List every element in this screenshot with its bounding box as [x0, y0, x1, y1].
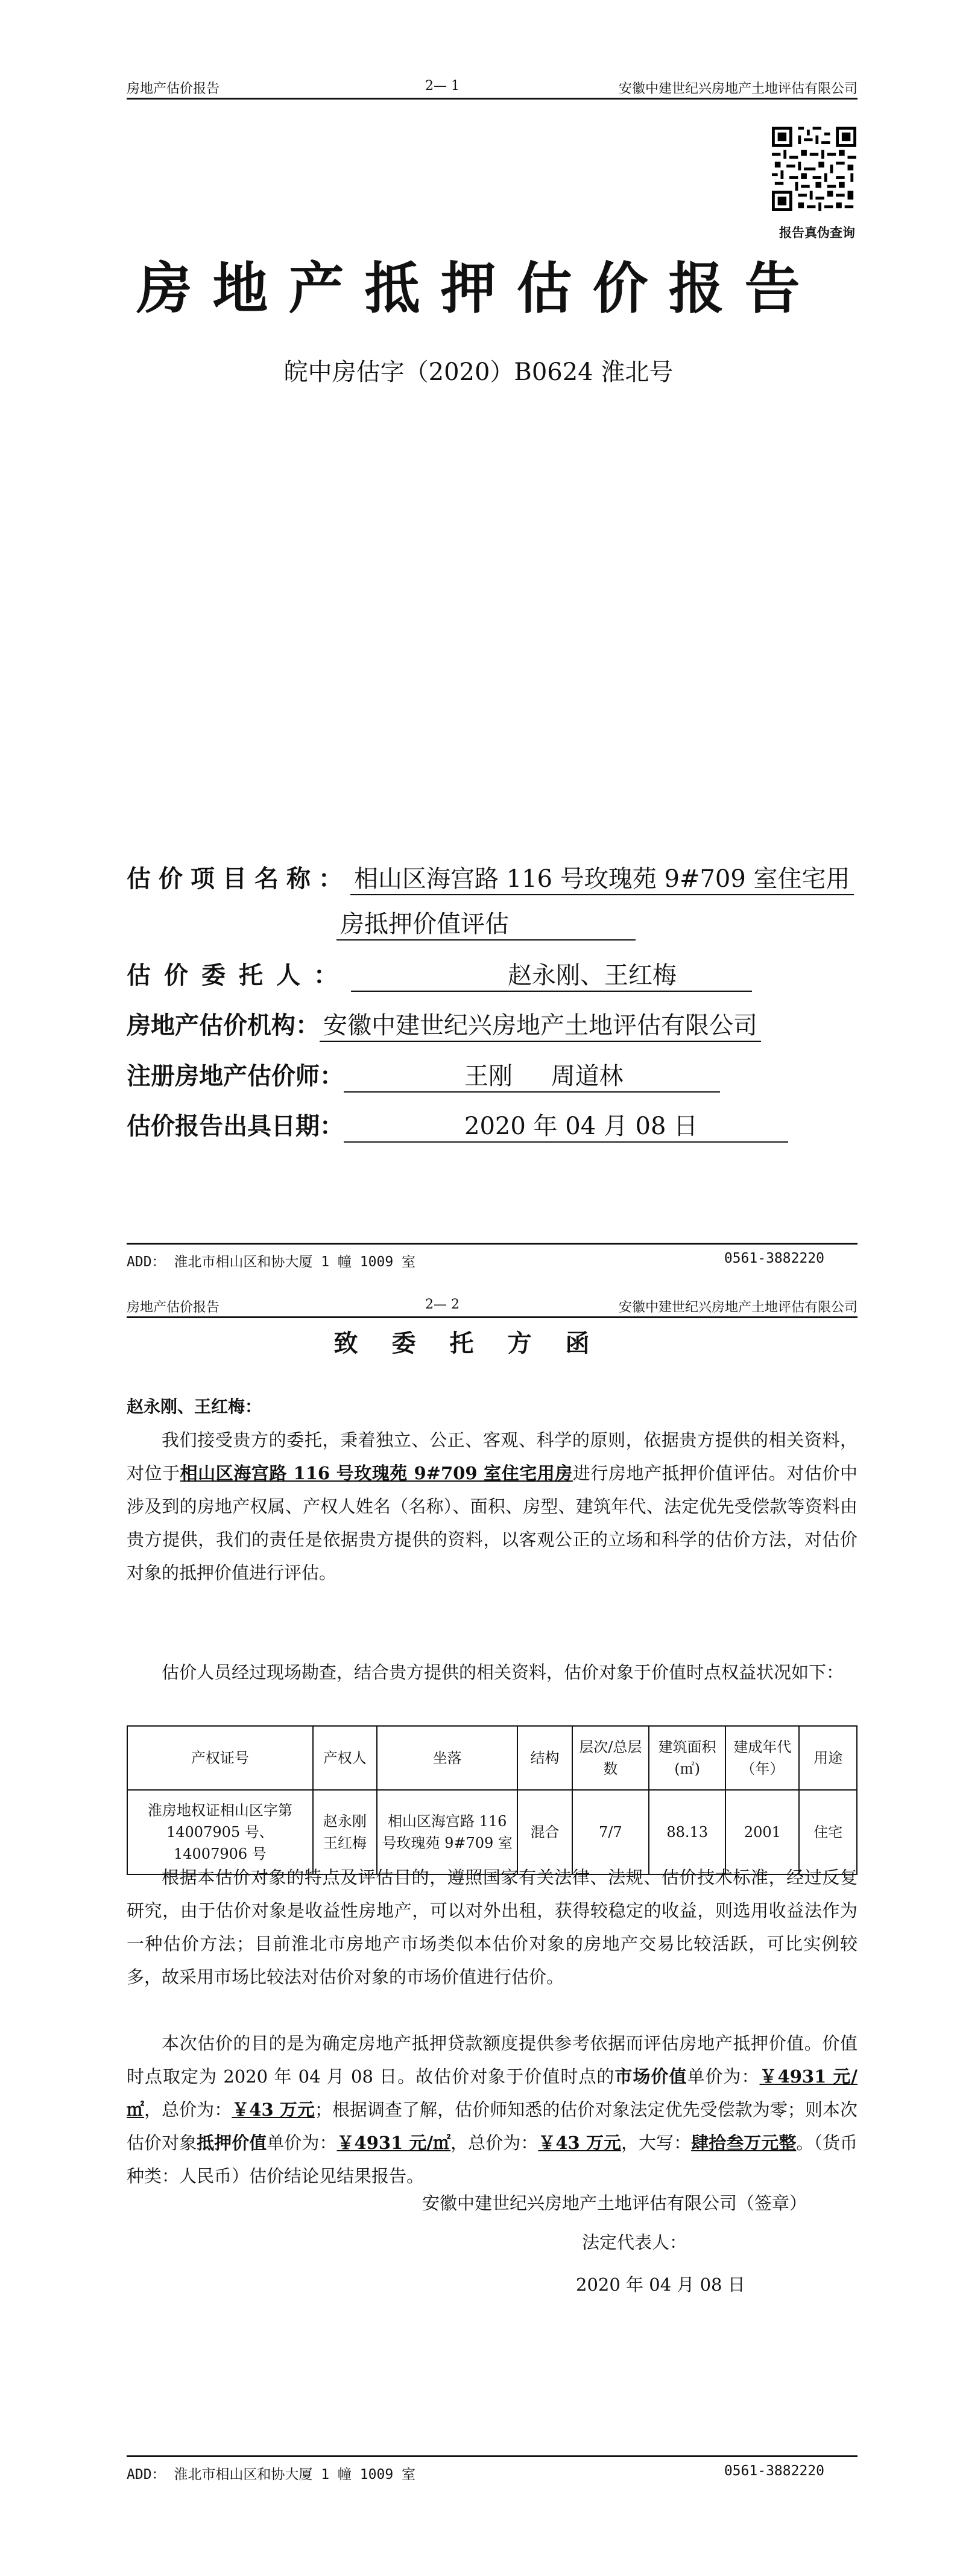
report-date-value: 2020 年 04 月 08 日 — [344, 1107, 788, 1143]
legal-representative: 法定代表人： — [582, 2232, 687, 2253]
table-cell: 淮房地权证相山区字第 14007905 号、14007906 号 — [127, 1790, 313, 1874]
page-header — [127, 78, 858, 100]
mortgage-value-label: 抵押价值 — [197, 2133, 267, 2153]
project-name-row-2 — [336, 905, 636, 944]
report-date-label: 估价报告出具日期： — [127, 1112, 344, 1140]
table-cell: 住宅 — [799, 1790, 857, 1874]
qr-code-icon — [772, 127, 856, 211]
table-header-row — [127, 1726, 857, 1790]
market-total-price: ￥43 万元 — [232, 2099, 315, 2120]
amount-in-words: 肆拾叁万元整 — [691, 2133, 797, 2153]
paragraph-2: 估价人员经过现场勘查，结合贵方提供的相关资料，估价对象于价值时点权益状况如下： — [162, 1662, 844, 1683]
property-table — [127, 1725, 858, 1875]
header-company: 安徽中建世纪兴房地产土地评估有限公司 — [618, 1300, 858, 1315]
table-header: 结构 — [517, 1726, 572, 1790]
table-header: 产权人 — [313, 1726, 377, 1790]
p4-text: ，总价为： — [144, 2099, 232, 2120]
p4-text: 本次估价的目的是为确定房地产抵押贷款额度提供参考依据而评估房地产抵押价值。价值时点取定为 2020 年 04 月 08 日。故估价对象于价值时点的 — [127, 2033, 858, 2087]
qr-caption: 报告真伪查询 — [779, 226, 855, 240]
market-unit-price: ￥4931 元/㎡ — [127, 2066, 858, 2120]
salutation: 赵永刚、王红梅： — [127, 1397, 262, 1416]
paragraph-4 — [127, 2027, 858, 2193]
appraiser-label: 注册房地产估价师： — [127, 1062, 344, 1090]
project-name-row — [127, 860, 854, 898]
report-title: 房地产抵押估价报告 — [136, 256, 821, 321]
client-row — [127, 956, 752, 995]
letter-page — [0, 1297, 957, 2576]
page-footer — [127, 1243, 858, 1269]
p4-text: ，总价为： — [450, 2133, 539, 2153]
table-cell: 混合 — [517, 1790, 572, 1874]
appraiser-value: 王刚 周道林 — [344, 1057, 720, 1093]
report-number: 皖中房估字（2020）B0624 淮北号 — [283, 358, 674, 386]
p4-text: ；根据调查了解，估价师知悉的估价对象法定优先受偿款为零；则本次估价对象 — [127, 2099, 858, 2153]
letter-title: 致委托方函 — [333, 1329, 624, 1357]
p4-text: 单价为： — [267, 2133, 337, 2153]
header-company: 安徽中建世纪兴房地产土地评估有限公司 — [618, 81, 858, 97]
mortgage-unit-price: ￥4931 元/㎡ — [336, 2133, 451, 2153]
property-address: 相山区海宫路 116 号玫瑰苑 9#709 室住宅用房 — [180, 1463, 573, 1483]
page-footer — [127, 2455, 858, 2481]
header-left: 房地产估价报告 — [127, 81, 220, 97]
table-cell: 相山区海宫路 116 号玫瑰苑 9#709 室 — [377, 1790, 518, 1874]
footer-phone: 0561-3882220 — [724, 2463, 824, 2479]
p4-text: 单价为： — [687, 2066, 760, 2087]
table-cell: 88.13 — [649, 1790, 725, 1874]
footer-phone: 0561-3882220 — [724, 1251, 824, 1266]
table-header: 建筑面积(㎡) — [649, 1726, 725, 1790]
agency-row — [127, 1006, 761, 1045]
project-name-value-2: 房抵押价值评估 — [336, 905, 636, 941]
table-cell: 赵永刚王红梅 — [313, 1790, 377, 1874]
table-header: 产权证号 — [127, 1726, 313, 1790]
table-header: 坐落 — [377, 1726, 518, 1790]
p1-text: 我们接受贵方的委托，秉着独立、公正、客观、科学的原则，依据贵方提供的相关资料，对位于 — [127, 1430, 858, 1483]
project-name-value: 相山区海宫路 116 号玫瑰苑 9#709 室住宅用 — [350, 860, 854, 895]
market-value-label: 市场价值 — [614, 2066, 687, 2087]
footer-address: ADD： 淮北市相山区和协大厦 1 幢 1009 室 — [127, 1254, 416, 1270]
table-header: 用途 — [799, 1726, 857, 1790]
paragraph-1 — [127, 1424, 858, 1590]
header-page-number: 2— 2 — [425, 1297, 460, 1312]
mortgage-total-price: ￥43 万元 — [538, 2133, 621, 2153]
company-signature: 安徽中建世纪兴房地产土地评估有限公司（签章） — [422, 2193, 807, 2213]
p4-text: 。（货币种类：人民币）估价结论见结果报告。 — [127, 2133, 858, 2186]
signature-date: 2020 年 04 月 08 日 — [576, 2274, 745, 2295]
p1-text-2: 进行房地产抵押价值评估。对估价中涉及到的房地产权属、产权人姓名（名称）、面积、房型、建筑年代、法定优先受偿款等资料由贵方提供，我们的责任是依据贵方提供的资料，以客观公正的立场和科学的估价方法，对估价对象的抵押价值进行评估。 — [127, 1463, 858, 1583]
agency-value: 安徽中建世纪兴房地产土地评估有限公司 — [320, 1006, 761, 1042]
table-cell: 2001 — [725, 1790, 799, 1874]
footer-address: ADD： 淮北市相山区和协大厦 1 幢 1009 室 — [127, 2467, 416, 2482]
table-header: 层次/总层数 — [572, 1726, 649, 1790]
client-label: 估价委托人： — [127, 961, 351, 989]
p4-text: ，大写： — [621, 2133, 692, 2153]
table-cell: 7/7 — [572, 1790, 649, 1874]
page-header — [127, 1297, 858, 1318]
agency-label: 房地产估价机构： — [127, 1011, 320, 1039]
project-name-label: 估价项目名称： — [127, 864, 350, 893]
paragraph-3: 根据本估价对象的特点及评估目的，遵照国家有关法律、法规、估价技术标准，经过反复研究，由于估价对象是收益性房地产，可以对外出租，获得较稳定的收益，则选用收益法作为一种估价方法；目前淮北市房地产市场类似本估价对象的房地产交易比较活跃，可比实例较多，故采用市场比较法对估价对象的市场价值进行估价。 — [127, 1867, 858, 1987]
table-header: 建成年代（年） — [725, 1726, 799, 1790]
client-value: 赵永刚、王红梅 — [351, 956, 752, 992]
appraiser-row — [127, 1057, 720, 1096]
report-date-row — [127, 1107, 788, 1146]
header-left: 房地产估价报告 — [127, 1300, 220, 1315]
header-page-number: 2— 1 — [425, 78, 460, 94]
